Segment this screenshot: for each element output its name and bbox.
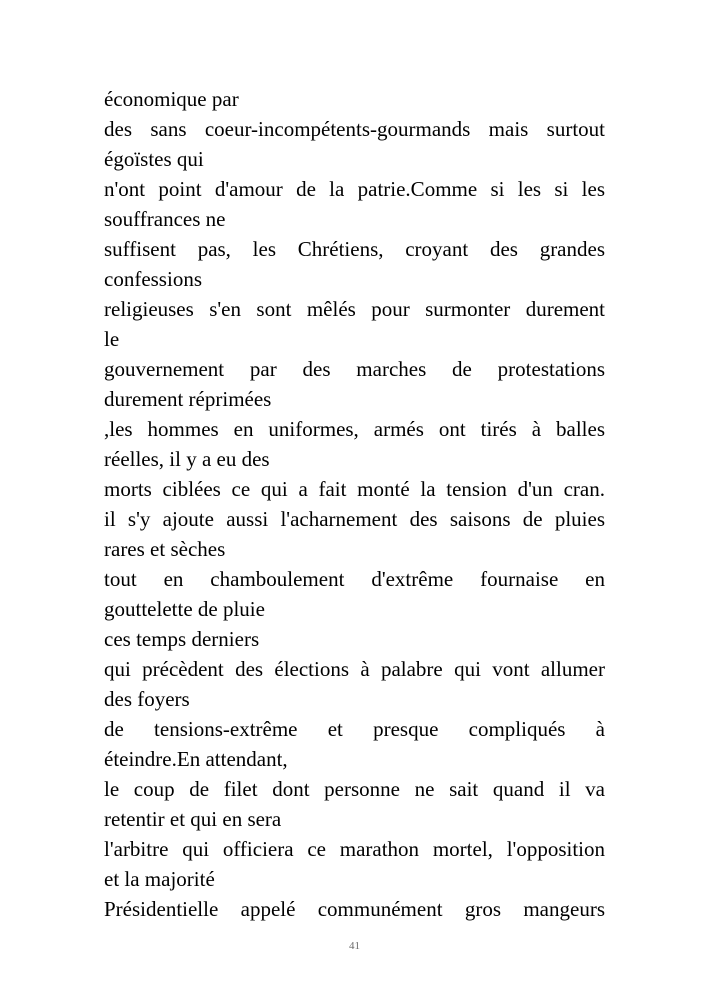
text-line: de tensions-extrême et presque compliqués à — [104, 717, 605, 741]
text-line: tout en chamboulement d'extrême fournaise en — [104, 567, 605, 591]
text-line: durement réprimées — [104, 387, 272, 411]
text-line: le — [104, 327, 120, 351]
text-line: rares et sèches — [104, 537, 226, 561]
text-line: éteindre.En attendant, — [104, 747, 288, 771]
text-line: des sans coeur-incompétents-gourmands mais surtout — [104, 117, 605, 141]
text-line: il s'y ajoute aussi l'acharnement des saisons de pluies — [104, 507, 605, 531]
text-line: ces temps derniers — [104, 627, 260, 651]
text-line: gouvernement par des marches de protestations — [104, 357, 605, 381]
page-number: 41 — [349, 940, 360, 952]
text-line: Présidentielle appelé communément gros mangeurs — [104, 897, 605, 921]
text-line: confessions — [104, 267, 202, 291]
text-line: morts ciblées ce qui a fait monté la tension d'un cran. — [104, 477, 605, 501]
text-line: économique par — [104, 87, 239, 111]
text-line: qui précèdent des élections à palabre qui vont allumer — [104, 657, 605, 681]
text-line: suffisent pas, les Chrétiens, croyant des grandes — [104, 237, 605, 261]
text-line: égoïstes qui — [104, 147, 204, 171]
text-line: gouttelette de pluie — [104, 597, 265, 621]
text-line: l'arbitre qui officiera ce marathon mortel, l'opposition — [104, 837, 605, 861]
text-line: et la majorité — [104, 867, 215, 891]
text-line: ,les hommes en uniformes, armés ont tirés à balles — [104, 417, 605, 441]
text-line: réelles, il y a eu des — [104, 447, 270, 471]
text-line: des foyers — [104, 687, 190, 711]
text-line: souffrances ne — [104, 207, 226, 231]
text-line: religieuses s'en sont mêlés pour surmonter durement — [104, 297, 605, 321]
text-line: retentir et qui en sera — [104, 807, 282, 831]
text-line: n'ont point d'amour de la patrie.Comme si les si les — [104, 177, 605, 201]
body-text — [104, 84, 605, 924]
text-line: le coup de filet dont personne ne sait quand il va — [104, 777, 605, 801]
